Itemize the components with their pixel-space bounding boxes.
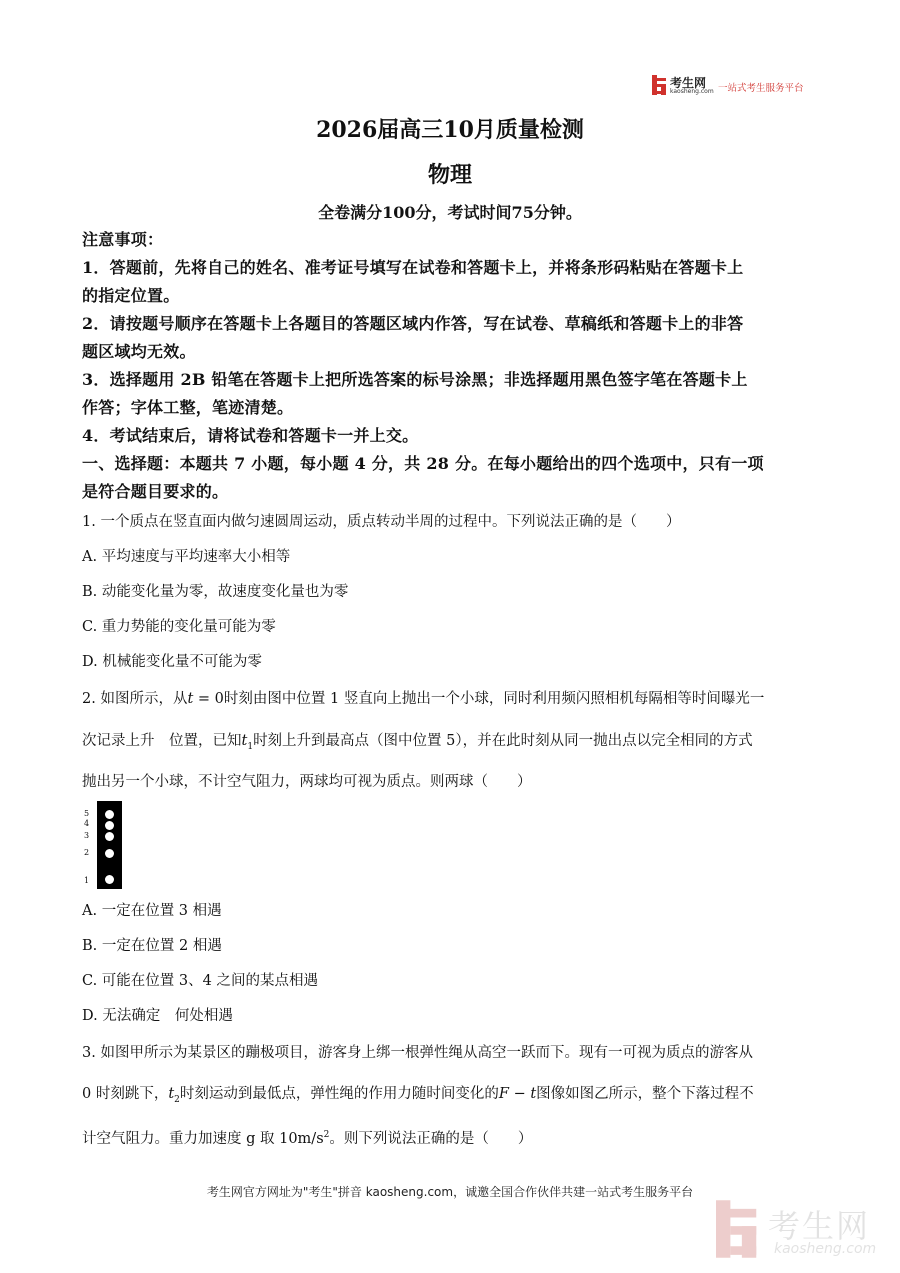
q2-option-a: A. 一定在位置 3 相遇 xyxy=(82,903,222,919)
notes-heading: 注意事项： xyxy=(82,230,164,249)
q1-option-d: D. 机械能变化量不可能为零 xyxy=(82,654,262,670)
kaosheng-logo-icon xyxy=(652,75,668,95)
notes-line: 题区域均无效。 xyxy=(82,342,196,361)
notes-line: 作答；字体工整，笔迹清楚。 xyxy=(82,398,294,417)
figure-label-1: 1 xyxy=(84,876,90,885)
exam-subject: 物理 xyxy=(427,162,472,188)
notes-line: 4．考试结束后，请将试卷和答题卡一并上交。 xyxy=(82,426,419,445)
watermark xyxy=(716,1197,886,1263)
figure-label-5: 5 xyxy=(84,809,90,818)
ball-position-5 xyxy=(105,810,114,819)
watermark-domain: kaosheng.com xyxy=(774,1241,877,1257)
figure-label-2: 2 xyxy=(84,848,90,857)
logo-domain: kaosheng.com xyxy=(670,88,714,95)
logo-slogan: 一站式考生服务平台 xyxy=(718,83,804,94)
ball-position-4 xyxy=(105,821,114,830)
q1-option-a: A. 平均速度与平均速率大小相等 xyxy=(82,549,291,565)
page-footer: 考生网官方网址为"考生"拼音 kaosheng.com，诚邀全国合作伙伴共建一站式考生服务平台 xyxy=(206,1185,694,1199)
notes-line: 的指定位置。 xyxy=(82,286,180,305)
figure-label-3: 3 xyxy=(84,831,90,840)
ball-position-2 xyxy=(105,849,114,858)
q2-stem-line3: 抛出另一个小球，不计空气阻力，两球均可视为质点。则两球（ ） xyxy=(82,774,532,790)
exam-title: 2026届高三10月质量检测 xyxy=(316,117,584,143)
notes-line: 2．请按题号顺序在答题卡上各题目的答题区域内作答，写在试卷、草稿纸和答题卡上的非答 xyxy=(82,314,744,333)
q1-stem: 1. 一个质点在竖直面内做匀速圆周运动，质点转动半周的过程中。下列说法正确的是（ ） xyxy=(82,514,681,530)
q1-option-b: B. 动能变化量为零，故速度变化量也为零 xyxy=(82,584,349,600)
notes-line: 1．答题前，先将自己的姓名、准考证号填写在试卷和答题卡上，并将条形码粘贴在答题卡上 xyxy=(82,258,744,277)
q3-stem-line3: 计空气阻力。重力加速度 g 取 $10m/s^2$。则下列说法正确的是（ ） xyxy=(82,1130,533,1147)
ball-position-3 xyxy=(105,832,114,841)
q2-option-b: B. 一定在位置 2 相遇 xyxy=(82,938,222,954)
q2-stem-line1: 2. 如图所示，从t = 0时刻由图中位置 1 竖直向上抛出一个小球，同时利用频闪照相机每隔相等时间曝光一 xyxy=(82,691,765,707)
q1-option-c: C. 重力势能的变化量可能为零 xyxy=(82,619,276,635)
logo-text: 考生网 xyxy=(670,76,707,90)
ball-position-1 xyxy=(105,875,114,884)
notes-line: 3．选择题用 2B 铅笔在答题卡上把所选答案的标号涂黑；非选择题用黑色签字笔在答题卡上 xyxy=(82,370,748,389)
section-heading: 是符合题目要求的。 xyxy=(82,482,229,501)
q2-stem-line2: 次记录上升 位置，已知$t_1$时刻上升到最高点（图中位置 5），并在此时刻从同一抛出点以完全相同的方式 xyxy=(82,733,753,752)
q2-option-d: D. 无法确定 何处相遇 xyxy=(82,1008,233,1024)
q2-option-c: C. 可能在位置 3、4 之间的某点相遇 xyxy=(82,973,318,989)
watermark-logo-icon xyxy=(716,1199,762,1259)
section-heading: 一、选择题：本题共 7 小题，每小题 4 分，共 28 分。在每小题给出的四个选项中，只有一项 xyxy=(82,454,764,473)
figure-label-4: 4 xyxy=(84,819,90,828)
exam-subtitle: 全卷满分100分，考试时间75分钟。 xyxy=(318,203,582,222)
header-logo xyxy=(652,73,804,97)
q3-stem-line1: 3. 如图甲所示为某景区的蹦极项目，游客身上绑一根弹性绳从高空一跃而下。现有一可视为质点的游客从 xyxy=(82,1045,753,1061)
watermark-text: 考生网 xyxy=(768,1207,871,1245)
strobe-strip xyxy=(97,801,122,889)
q3-stem-line2: 0 时刻跳下，$t_2$时刻运动到最低点，弹性绳的作用力随时间变化的F − t图像如图乙所示，整个下落过程不 xyxy=(82,1086,754,1105)
